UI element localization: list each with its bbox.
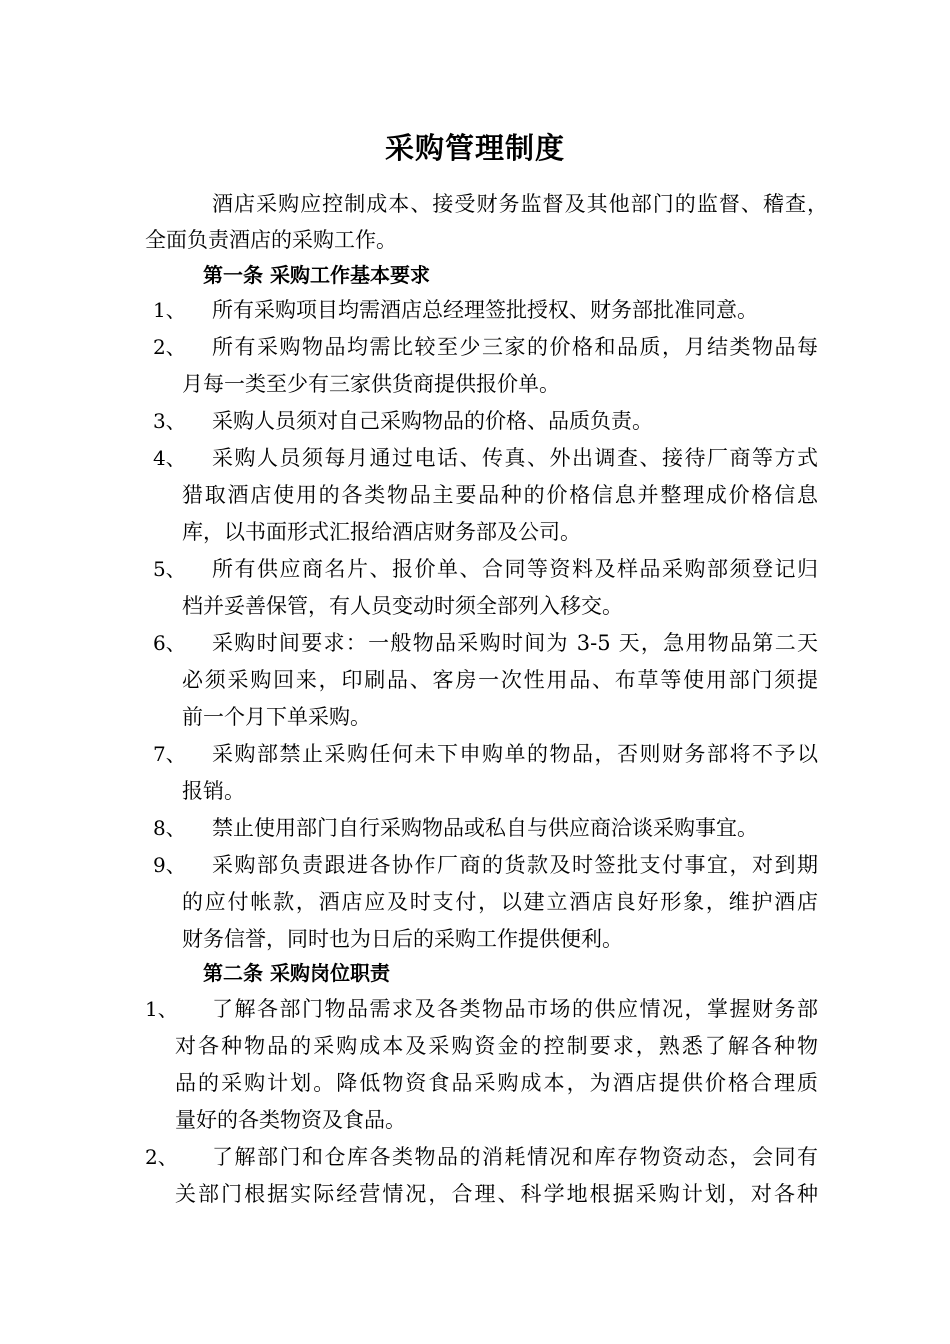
s1-item-1-line-1: 所有采购项目均需酒店总经理签批授权、财务部批准同意。 — [212, 298, 758, 322]
s2-item-1-line-4: 量好的各类物资及食品。 — [175, 1108, 406, 1132]
s1-item-2-line-1: 所有采购物品均需比较至少三家的价格和品质，月结类物品每 — [212, 335, 818, 359]
section-1-heading: 第一条 采购工作基本要求 — [203, 263, 430, 287]
s1-item-5-number: 5、 — [153, 557, 186, 581]
s1-item-6-line-2: 必须采购回来，印刷品、客房一次性用品、布草等使用部门须提 — [182, 668, 818, 692]
s1-item-7-number: 7、 — [153, 742, 186, 766]
s1-item-7-line-2: 报销。 — [182, 779, 245, 803]
s2-item-2-number: 2、 — [145, 1145, 178, 1169]
s1-item-3-line-1: 采购人员须对自己采购物品的价格、品质负责。 — [212, 409, 653, 433]
s1-item-4-line-1: 采购人员须每月通过电话、传真、外出调查、接待厂商等方式 — [212, 446, 818, 470]
s1-item-6-number: 6、 — [153, 631, 186, 655]
s2-item-1-line-1: 了解各部门物品需求及各类物品市场的供应情况，掌握财务部 — [212, 997, 818, 1021]
s1-item-4-number: 4、 — [153, 446, 186, 470]
intro-line-1: 酒店采购应控制成本、接受财务监督及其他部门的监督、稽查， — [212, 192, 828, 216]
s1-item-1-number: 1、 — [153, 298, 186, 322]
s1-item-3-number: 3、 — [153, 409, 186, 433]
s2-item-2-line-2: 关部门根据实际经营情况，合理、科学地根据采购计划，对各种 — [175, 1182, 818, 1206]
s1-item-9-line-3: 财务信誉，同时也为日后的采购工作提供便利。 — [182, 927, 623, 951]
s1-item-5-line-1: 所有供应商名片、报价单、合同等资料及样品采购部须登记归 — [212, 557, 818, 581]
section-2-heading: 第二条 采购岗位职责 — [203, 961, 390, 985]
s1-item-2-number: 2、 — [153, 335, 186, 359]
s1-item-9-line-1: 采购部负责跟进各协作厂商的货款及时签批支付事宜，对到期 — [212, 853, 818, 877]
s1-item-4-line-2: 猎取酒店使用的各类物品主要品种的价格信息并整理成价格信息 — [182, 483, 818, 507]
s1-item-6-line-3: 前一个月下单采购。 — [182, 705, 371, 729]
s1-item-9-line-2: 的应付帐款，酒店应及时支付，以建立酒店良好形象，维护酒店 — [182, 890, 818, 914]
s2-item-1-line-2: 对各种物品的采购成本及采购资金的控制要求，熟悉了解各种物 — [175, 1034, 818, 1058]
s1-item-8-line-1: 禁止使用部门自行采购物品或私自与供应商洽谈采购事宜。 — [212, 816, 758, 840]
s1-item-6-line-1: 采购时间要求：一般物品采购时间为 3-5 天，急用物品第二天 — [212, 631, 818, 655]
s1-item-7-line-1: 采购部禁止采购任何未下申购单的物品，否则财务部将不予以 — [212, 742, 818, 766]
s2-item-1-line-3: 品的采购计划。降低物资食品采购成本，为酒店提供价格合理质 — [175, 1071, 818, 1095]
s1-item-9-number: 9、 — [153, 853, 186, 877]
s1-item-5-line-2: 档并妥善保管，有人员变动时须全部列入移交。 — [182, 594, 623, 618]
s1-item-8-number: 8、 — [153, 816, 186, 840]
s1-item-4-line-3: 库，以书面形式汇报给酒店财务部及公司。 — [182, 520, 581, 544]
document-title: 采购管理制度 — [384, 131, 565, 165]
s2-item-1-number: 1、 — [145, 997, 178, 1021]
s2-item-2-line-1: 了解部门和仓库各类物品的消耗情况和库存物资动态，会同有 — [212, 1145, 818, 1169]
intro-line-2: 全面负责酒店的采购工作。 — [145, 228, 397, 252]
s1-item-2-line-2: 月每一类至少有三家供货商提供报价单。 — [182, 372, 560, 396]
